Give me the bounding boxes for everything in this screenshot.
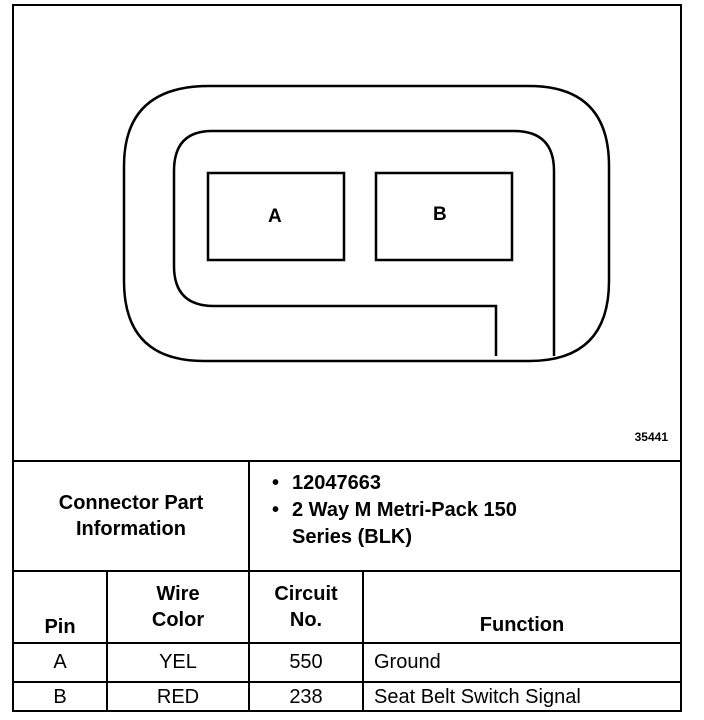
pin-b-label: B <box>433 204 447 225</box>
connector-info-divider <box>248 461 250 571</box>
connector-info-list <box>272 470 517 551</box>
connector-outline-drawing <box>14 6 680 462</box>
function-header-text: Function <box>479 614 565 636</box>
circuit-header-line1: Circuit <box>274 583 338 605</box>
bullet-point: • <box>272 499 280 521</box>
table-row-a-pin: A <box>53 651 67 673</box>
circuit-column-header <box>250 572 362 642</box>
table-row-b-pin: B <box>53 686 67 708</box>
pin-header-text: Pin <box>44 616 76 638</box>
connector-diagram <box>14 6 680 462</box>
connector-label-line1: Connector Part <box>58 492 204 514</box>
connector-inner-cavity <box>174 131 554 356</box>
wire-header-line1: Wire <box>156 583 200 605</box>
wire-header-line2: Color <box>151 609 205 631</box>
table-row-a-wire-color: YEL <box>159 651 197 673</box>
circuit-header-line2: No. <box>289 609 323 631</box>
connector-label-line2: Information <box>76 518 186 540</box>
table-row-b-circuit: 238 <box>289 686 323 708</box>
connector-info-item-description <box>272 497 517 551</box>
table-row-a-circuit: 550 <box>289 651 323 673</box>
pin-column-header <box>14 572 106 642</box>
wire-color-column-header <box>108 572 248 642</box>
connector-part-info-label <box>14 462 248 570</box>
table-row-b-function: Seat Belt Switch Signal <box>374 686 581 708</box>
connector-info-item-part-number <box>272 470 517 497</box>
connector-outer-shell <box>124 86 609 361</box>
part-number: 12047663 <box>292 472 381 494</box>
connector-end-view-sheet <box>12 4 682 712</box>
description-line1: 2 Way M Metri-Pack 150 <box>292 499 517 521</box>
bullet-point: • <box>272 472 280 494</box>
description-line2: Series (BLK) <box>292 526 413 548</box>
table-row-b-wire-color: RED <box>156 686 200 708</box>
table-row-a-function: Ground <box>374 651 441 673</box>
pin-a-label: A <box>268 206 282 227</box>
figure-number: 35441 <box>634 430 668 444</box>
function-column-header <box>364 572 680 642</box>
